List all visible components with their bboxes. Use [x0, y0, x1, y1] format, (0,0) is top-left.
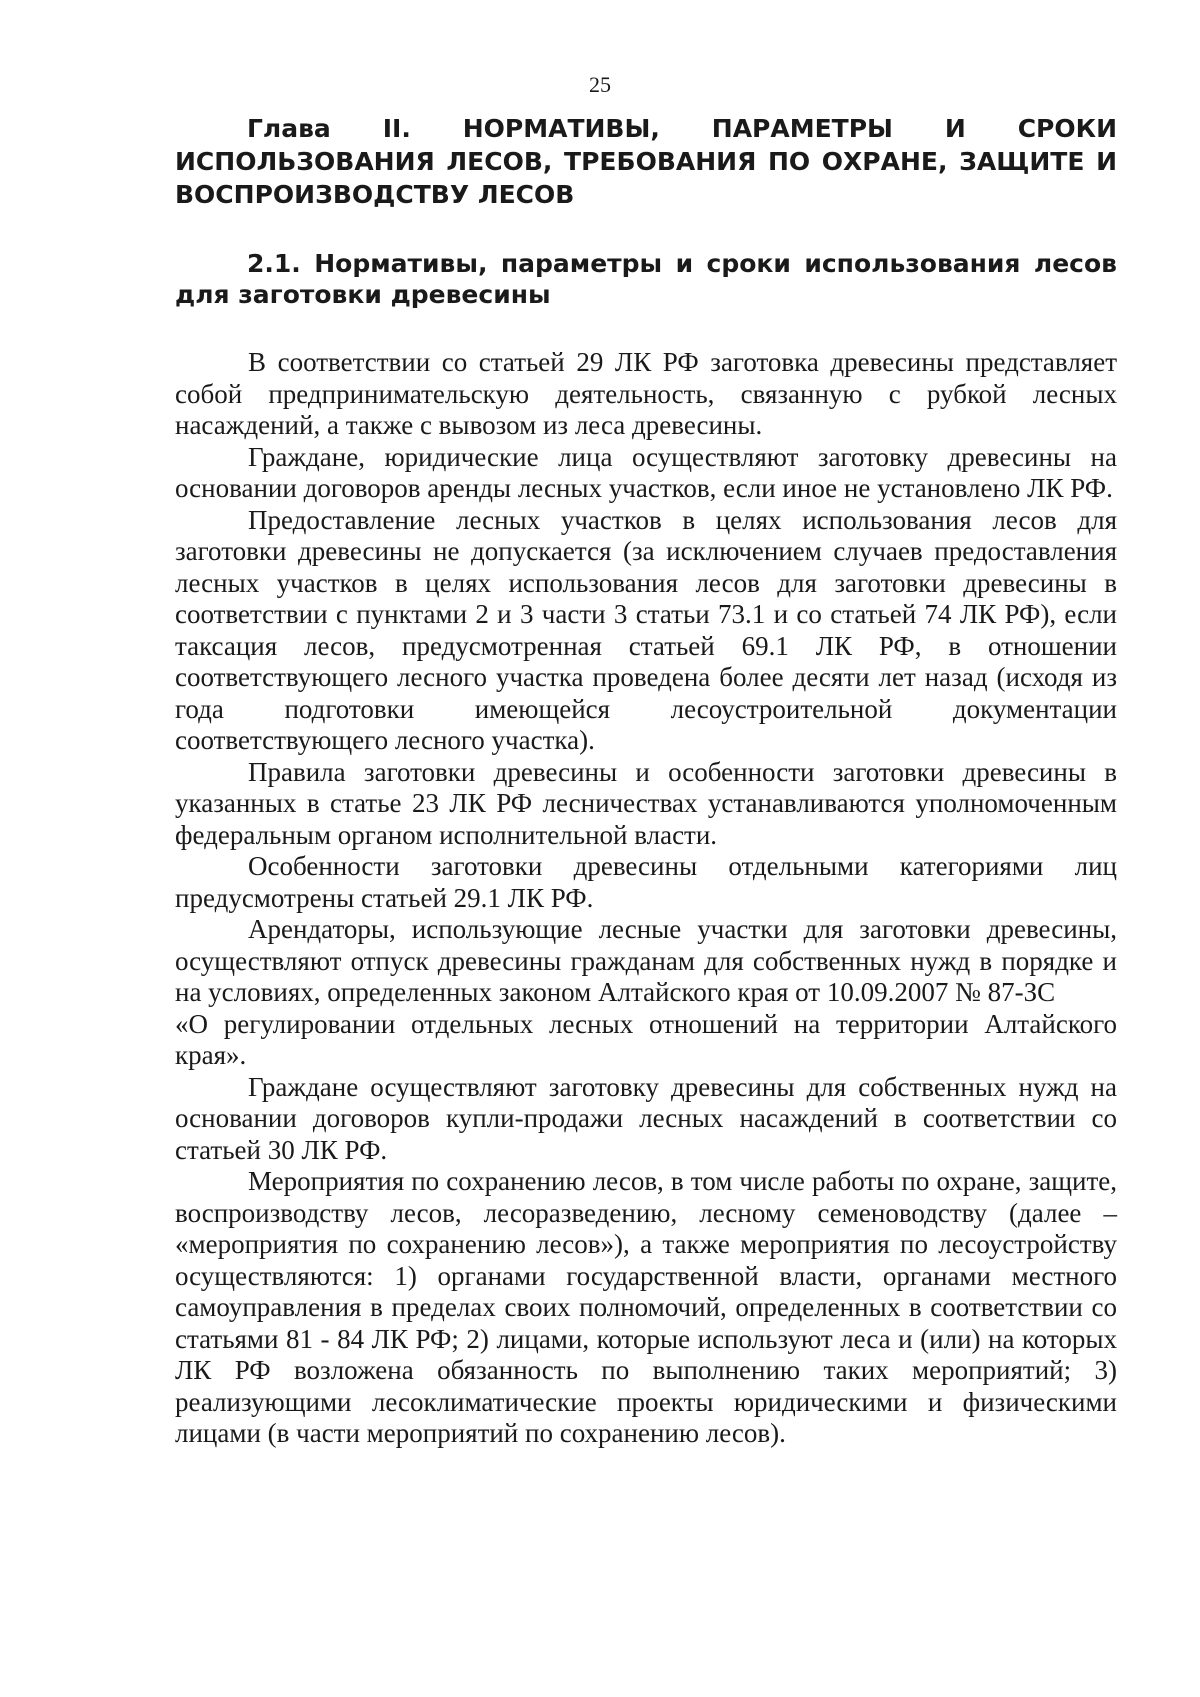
paragraph-conservation-measures: Мероприятия по сохранению лесов, в том числе работы по охране, защите, воспроизводству лесов, лесоразведению, лесному семеноводству (далее – «мероприятия по сохранению лесов»), а также мероприятия по лесоустройству осуществляются: 1) органами государственной власти, органами местного самоуправления в пределах своих полномочий, определенных в соответствии со статьями 81 - 84 ЛК РФ; 2) лицами, которые используют леса и (или) на которых ЛК РФ возложена обязанность по выполнению таких мероприятий; 3) реализующими лесоклиматические проекты юридическими и физическими лицами (в части мероприятий по сохранению лесов). — [175, 1166, 1117, 1448]
page-content — [175, 112, 1117, 1450]
paragraph-timber-harvesting-definition: В соответствии со статьей 29 ЛК РФ заготовка древесины представляет собой предпринимательскую деятельность, связанную с рубкой лесных насаждений, а также с вывозом из леса древесины. — [175, 347, 1117, 440]
chapter-title: Глава II. НОРМАТИВЫ, ПАРАМЕТРЫ И СРОКИ ИСПОЛЬЗОВАНИЯ ЛЕСОВ, ТРЕБОВАНИЯ ПО ОХРАНЕ, ЗАЩИТЕ И ВОСПРОИЗВОДСТВУ ЛЕСОВ — [175, 114, 1117, 209]
paragraph-own-needs: Граждане осуществляют заготовку древесины для собственных нужд на основании договоров купли-продажи лесных насаждений в соответствии со статьей 30 ЛК РФ. — [175, 1071, 1117, 1165]
paragraph-law-title: «О регулировании отдельных лесных отношений на территории Алтайского края». — [175, 1008, 1117, 1070]
page-number: 25 — [589, 72, 611, 97]
paragraph-special-categories: Особенности заготовки древесины отдельными категориями лиц предусмотрены статьей 29.1 ЛК РФ. — [175, 851, 1117, 913]
paragraph-provision-restrictions: Предоставление лесных участков в целях использования лесов для заготовки древесины не допускается (за исключением случаев предоставления лесных участков в целях использования лесов для заготовки древесины в соответствии с пунктами 2 и 3 части 3 статьи 73.1 и со статьей 74 ЛК РФ), если таксация лесов, предусмотренная статьей 69.1 ЛК РФ, в отношении соответствующего лесного участка проведена более десяти лет назад (исходя из года подготовки имеющейся лесоустроительной документации соответствующего лесного участка). — [175, 504, 1117, 755]
paragraph-tenants-release: Арендаторы, использующие лесные участки для заготовки древесины, осуществляют отпуск древесины гражданам для собственных нужд в порядке и на условиях, определенных законом Алтайского края от 10.09.2007 № 87-ЗС — [175, 914, 1117, 1007]
paragraph-lease-basis: Граждане, юридические лица осуществляют заготовку древесины на основании договоров аренды лесных участков, если иное не установлено ЛК РФ. — [175, 441, 1117, 503]
section-title: 2.1. Нормативы, параметры и сроки использования лесов для заготовки древесины — [175, 249, 1117, 309]
body-text — [175, 347, 1117, 1450]
paragraph-harvesting-rules: Правила заготовки древесины и особенности заготовки древесины в указанных в статье 23 ЛК РФ лесничествах устанавливаются уполномоченным федеральным органом исполнительной власти. — [175, 756, 1117, 850]
